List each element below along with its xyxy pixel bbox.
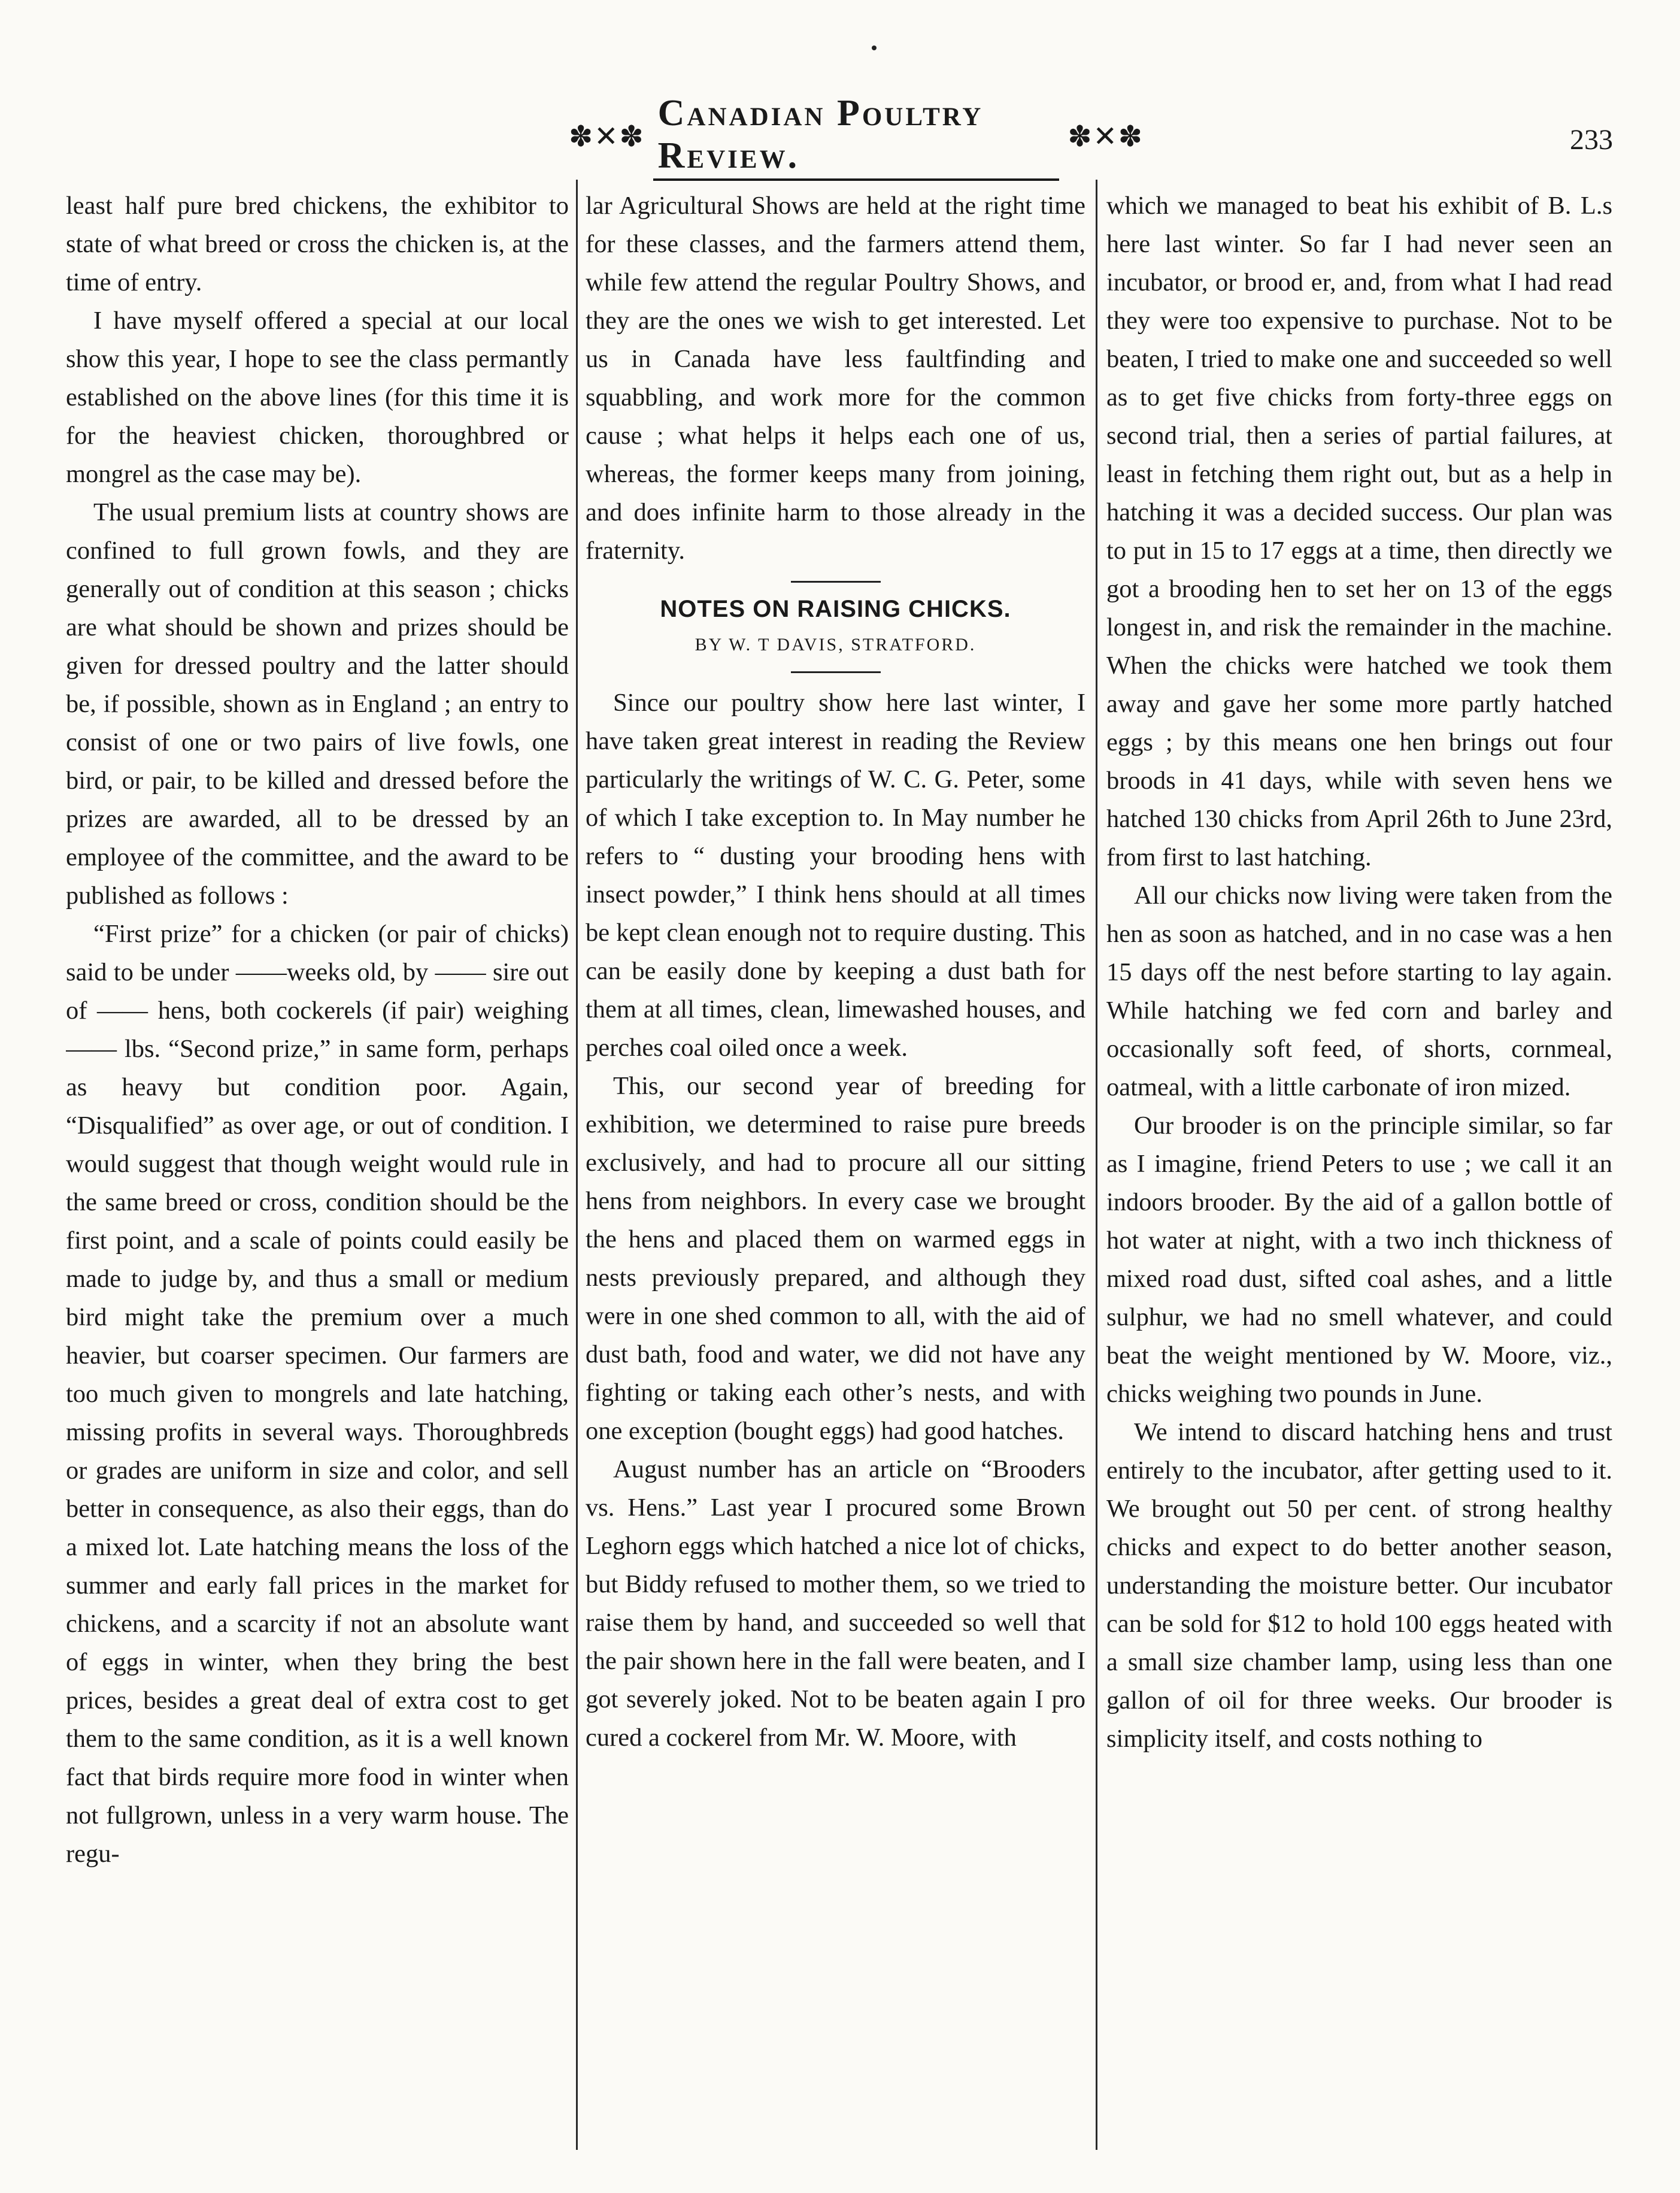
masthead — [569, 93, 1144, 176]
article-byline: BY W. T DAVIS, STRATFORD. — [695, 635, 977, 655]
paragraph: We intend to discard hatching hens and trust entirely to the incubator, after getting used to it. We brought out 50 per cent. of strong healthy chicks and expect to do better another season, understanding the moisture better. Our incubator can be sold for $12 to hold 100 eggs heated with a small size chamber lamp, using less than one gallon of oil for three weeks. Our brooder is simplicity itself, and costs nothing to — [1106, 1418, 1612, 1753]
column-divider — [1096, 180, 1097, 2150]
paragraph: Our brooder is on the principle similar, so far as I imagine, friend Peters to use ; we call it an indoors brooder. By the aid of a gallon bottle of hot water at night, with a two inch thickness of mixed road dust, sifted coal ashes, and a little sulphur, we had no smell whatever, and could beat the weight mentioned by W. Moore, viz., chicks weighing two pounds in June. — [1106, 1111, 1612, 1408]
column-divider — [576, 180, 578, 2150]
article-title: NOTES ON RAISING CHICKS. — [660, 596, 1011, 622]
paragraph: least half pure bred chickens, the exhibitor to state of what breed or cross the chicken is, at the time of entry. — [66, 192, 569, 296]
divider — [791, 581, 881, 583]
paragraph: All our chicks now living were taken from the hen as soon as hatched, and in no case was a hen 15 days off the nest before starting to lay again. While hatching we fed corn and barley and occasionally soft feed, of shorts, cornmeal, oatmeal, with a little carbonate of iron mized. — [1106, 882, 1612, 1101]
paragraph: This, our second year of breeding for exhibition, we determined to raise pure breeds exclusively, and had to procure all our sitting hens from neighbors. In every case we brought the hens and placed them on warmed eggs in nests previously prepared, and although they were in one shed common to all, with the aid of dust bath, food and water, we did not have any fighting or taking each other’s nests, and with one exception (bought eggs) had good hatches. — [586, 1072, 1085, 1445]
paragraph: which we managed to beat his exhibit of B. L.s here last winter. So far I had never seen an incubator, or brood er, and, from what I had read they were too expensive to purchase. Not to be beaten, I tried to make one and succeeded so well as to get five chicks from forty-three eggs on second trial, then a series of partial failures, at least in fetching them right out, but as a help in hatching it was a decided success. Our plan was to put in 15 to 17 eggs at a time, then directly we got a brooding hen to set her on 13 of the eggs longest in, and risk the remainder in the machine. When the chicks were hatched we took them away and gave her some more partly hatched eggs ; by this means one hen brings out four broods in 41 days, while with seven hens we hatched 130 chicks from April 26th to June 23rd, from first to last hatching. — [1106, 192, 1612, 871]
publication-title: Canadian Poultry Review. — [653, 92, 1060, 181]
paragraph: lar Agricultural Shows are held at the right time for these classes, and the farmers attend them, while few attend the regular Poultry Shows, and they are the ones we wish to get interested. Let us in Canada have less faultfinding and squabbling, and work more for the common cause ; what helps it helps each one of us, whereas, the former keeps many from joining, and does infinite harm to those already in the fraternity. — [586, 192, 1085, 565]
paragraph: Since our poultry show here last winter, I have taken great interest in reading the Review particularly the writings of W. C. G. Peter, some of which I take exception to. In May number he refers to “ dusting your brooding hens with insect powder,” I think hens should at all times be kept clean enough not to require dusting. This can be easily done by keeping a dust bath for them at all times, clean, limewashed houses, and perches coal oiled once a week. — [586, 689, 1085, 1062]
paragraph: The usual premium lists at country shows are confined to full grown fowls, and they are generally out of condition at this season ; chicks are what should be shown and prizes should be given for dressed poultry and the latter should be, if possible, shown as in England ; an entry to consist of one or two pairs of live fowls, one bird, or pair, to be killed and dressed before the prizes are awarded, all to be dressed by an employee of the committee, and the award to be published as follows : — [66, 498, 569, 910]
ornament-right-icon: ✽✕✽ — [1068, 121, 1144, 153]
column-2 — [586, 187, 1085, 2163]
paragraph: “First prize” for a chicken (or pair of chicks) said to be under ——weeks old, by —— sire out of —— hens, both cockerels (if pair) weighing —— lbs. “Second prize,” in same form, perhaps as heavy but condition poor. Again, “Disqualified” as over age, or out of condition. I would suggest that though weight would rule in the same breed or cross, condition should be the first point, and a scale of points could easily be made to judge by, and thus a small or medium bird might take the premium over a much heavier, but coarser specimen. Our farmers are too much given to mongrels and late hatching, missing profits in several ways. Thoroughbreds or grades are uniform in size and color, and sell better in consequence, as also their eggs, than do a mixed lot. Late hatching means the loss of the summer and early fall prices in the market for chickens, and a scarcity if not an absolute want of eggs in winter, when they bring the best prices, besides a great deal of extra cost to get them to the same condition, as it is a well known fact that birds require more food in winter when not fullgrown, unless in a very warm house. The regu- — [66, 920, 569, 1868]
article-heading — [586, 581, 1085, 673]
page-number: 233 — [1570, 124, 1613, 156]
ornament-left-icon: ✽✕✽ — [569, 121, 645, 153]
column-3 — [1106, 187, 1612, 2163]
paragraph: August number has an article on “Brooders vs. Hens.” Last year I procured some Brown Leghorn eggs which hatched a nice lot of chicks, but Biddy refused to mother them, so we tried to raise them by hand, and succeeded so well that the pair shown here in the fall were beaten, and I got severely joked. Not to be beaten again I pro cured a cockerel from Mr. W. Moore, with — [586, 1455, 1085, 1752]
column-1 — [66, 187, 569, 2163]
paragraph: I have myself offered a special at our local show this year, I hope to see the class permantly established on the above lines (for this time it is for the heaviest chicken, thoroughbred or mongrel as the case may be). — [66, 307, 569, 488]
print-speck — [872, 46, 877, 50]
divider — [791, 671, 881, 673]
